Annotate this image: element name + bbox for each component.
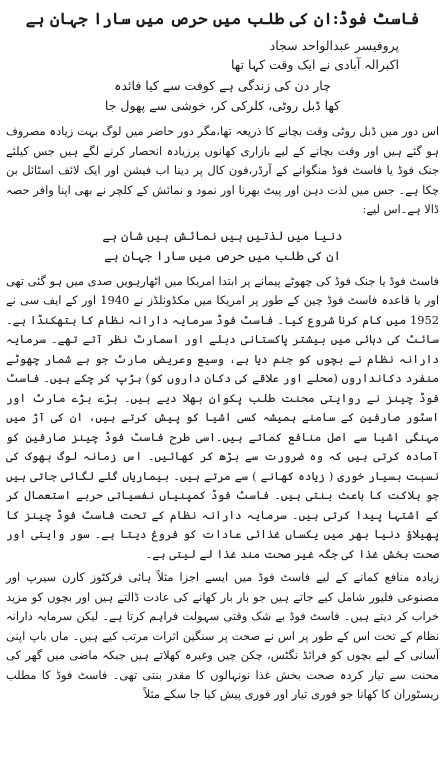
poem-line: چار دن کی زندگی ہے کوفت سے کیا فائدہ bbox=[114, 78, 331, 93]
paragraph: اس دور میں ڈبل روٹی وقت بچانے کا ذریعہ تھا،مگر دور حاضر میں لوگ بہت زیادہ مصروف ہو گئے ہیں اور وقت بچانے کے لیے بازاری کھانوں پرزیادہ انحصار کرنے لگے ہیں جس کیلئے جنک فوڈ یا فاسٹ فوڈ منگوانے کے آرڈر،فون کال پر دینا اب فیشن اور ایک لائف اسٹائل بن چکا ہے۔ جس میں لذت دہن اور پیٹ بھرنا اور نمود و نمائش کے کلچر نے بھی اپنا وافر حصہ ڈالا ہے۔اس لیے: bbox=[6, 124, 439, 216]
poem-akbar bbox=[6, 74, 439, 118]
paragraph: فاسٹ فوڈ یا جنک فوڈ کی چھوٹے پیمانے پر ابتدا امریکا میں اٹھارہویں صدی میں ہو گئی تھی اور با قاعدہ فاسٹ فوڈ چین کے طور پر امریکا میں مکڈونلڈز نے 1940 اور کے ایف سی نے 1952 میں کام کرنا شروع کیا۔ فاسٹ فوڈ سرمایہ دارانہ نظام کا ہتھکنڈا ہے۔سائٹ کی دہائی میں بیشتر پاکستانی دبلے اور اسمارٹ نظر آتے تھے۔ سرمایہ دارانہ نظام نے بچوں کو جنم دیا ہے، وسیع وعریض مارٹ جو بے شمار چھوٹے منفرد دکانداروں (محلے اور علاقے کی دکان داروں کو) ہڑپ کر چکے ہیں۔ فاسٹ فوڈ چینز نے روایتی محنت طلب پکوان بھلا دیے ہیں۔ بڑے بڑے مارٹ اور اسٹور صارفین کے سامنے ہمیشہ کسی اشیا کو پیش کرتے ہیں، ان کی آڑ میں مہنگی اشیا سے اصل منافع کماتے ہیں۔اسی طرح فاسٹ فوڈ چینز صارفین کو آمادہ کرتی ہیں کہ وہ ضرورت سے بڑھ کر کھائیں۔ اس زمانہ لوگ بھوک کی نسبت بسیار خوری ( زیادہ کھانے ) سے مرتے ہیں۔ بیماریاں گلے لگائی جاتی ہیں جو ہلاکت کا باعث بنتی ہیں۔ فاسٹ فوڈ کمپنیاں نفسیاتی حربے استعمال کر کے اشتہا پیدا کرتی ہیں۔ سرمایہ دارانہ نظام کے تحت فاسٹ فوڈ چینز کا پھیلاؤ دنیا بھر میں یکساں غذائی عادات کو فروغ دیتا ہے۔ سور وایتی اور صحت بخش غذا کی جگہ غیر صحت مند غذا لے لیتی ہے۔ bbox=[6, 273, 439, 561]
article-title: فاسٹ فوڈ:ان کی طلب میں حرص میں سارا جہان ہے bbox=[25, 9, 420, 28]
poem-line: کھا ڈبل روٹی، کلرکی کر، خوشی سے پھول جا bbox=[104, 98, 341, 113]
author-name: پروفیسر عبدالواحد سجاد bbox=[269, 38, 399, 53]
quote-intro: اکبرالہ آبادی نے ایک وقت کہا تھا bbox=[230, 57, 399, 72]
poem-line: ان کی طلب میں حرص میں سارا جہان ہے bbox=[104, 247, 341, 263]
poem-couplet bbox=[6, 224, 439, 268]
poem-line: دنیا میں لذتیں ہیں نمائش ہیں شان ہے bbox=[102, 227, 343, 243]
paragraph: زیادہ منافع کمانے کے لیے فاسٹ فوڈ میں ایسے اجزا مثلاً ہائی فرکٹوز کارن سیرپ اور مصنوعی فلیور شامل کیے جاتے ہیں جو بار بار کھانے کی عادت ڈالتے ہیں اور بچوں کو مزید خراب کر دیتے ہیں۔ فاسٹ فوڈ بے شک وقتی سہولت فراہم کرتا ہے۔ لیکن سرمایہ دارانہ نظام کے تحت اس کے طور پر اس نے صحت پر سنگین اثرات مرتب کیے ہیں۔ ماں باپ اپنی آسانی کے لیے بچوں کو فرائڈ نگٹس، چکن چیں وغیرہ کھلاتے ہیں جبکہ ماضی میں گھر کی محنت سے تیار کردہ صحت بخش غذا نونہالوں کا مقدر بنتی تھی۔ فاسٹ فوڈ کا مطلب ریسٹوران کا کھانا جو فوری تیار اور فوری پیش کیا جا سکے مثلاً bbox=[6, 570, 439, 701]
